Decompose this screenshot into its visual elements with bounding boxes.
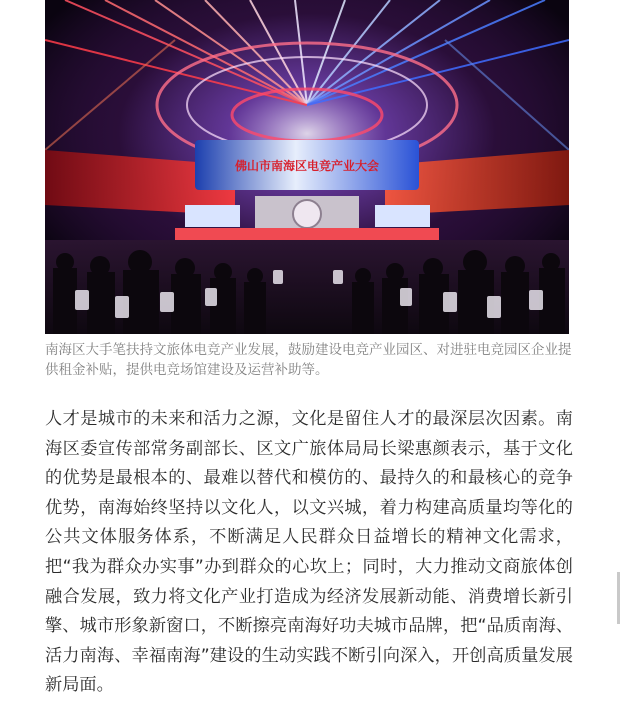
article-paragraph: 人才是城市的未来和活力之源，文化是留住人才的最深层次因素。南海区委宣传部常务副部长、区文广旅体局局长梁惠颜表示，基于文化的优势是最根本的、最难以替代和模仿的、最持久的和最核心的竞争优势，南海始终坚持以文化人，以文兴城，着力构建高质量均等化的公共文体服务体系，不断满足人民群众日益增长的精神文化需求，把“我为群众办实事”办到群众的心坎上；同时，大力推动文商旅体创融合发展，致力将文化产业打造成为经济发展新动能、消费增长新引擎、城市形象新窗口，不断擦亮南海好功夫城市品牌，把“品质南海、活力南海、幸福南海”建设的生动实践不断引向深入，开创高质量发展新局面。 <box>45 409 573 696</box>
stage-screen-text: 佛山市南海区电竞产业大会 <box>234 159 380 173</box>
event-stage-photo <box>45 0 569 334</box>
article-photo <box>45 0 569 334</box>
photo-caption: 南海区大手笔扶持文旅体电竞产业发展，鼓励建设电竞产业园区、对进驻电竞园区企业提供租金补贴，提供电竞场馆建设及运营补助等。 <box>45 342 572 378</box>
